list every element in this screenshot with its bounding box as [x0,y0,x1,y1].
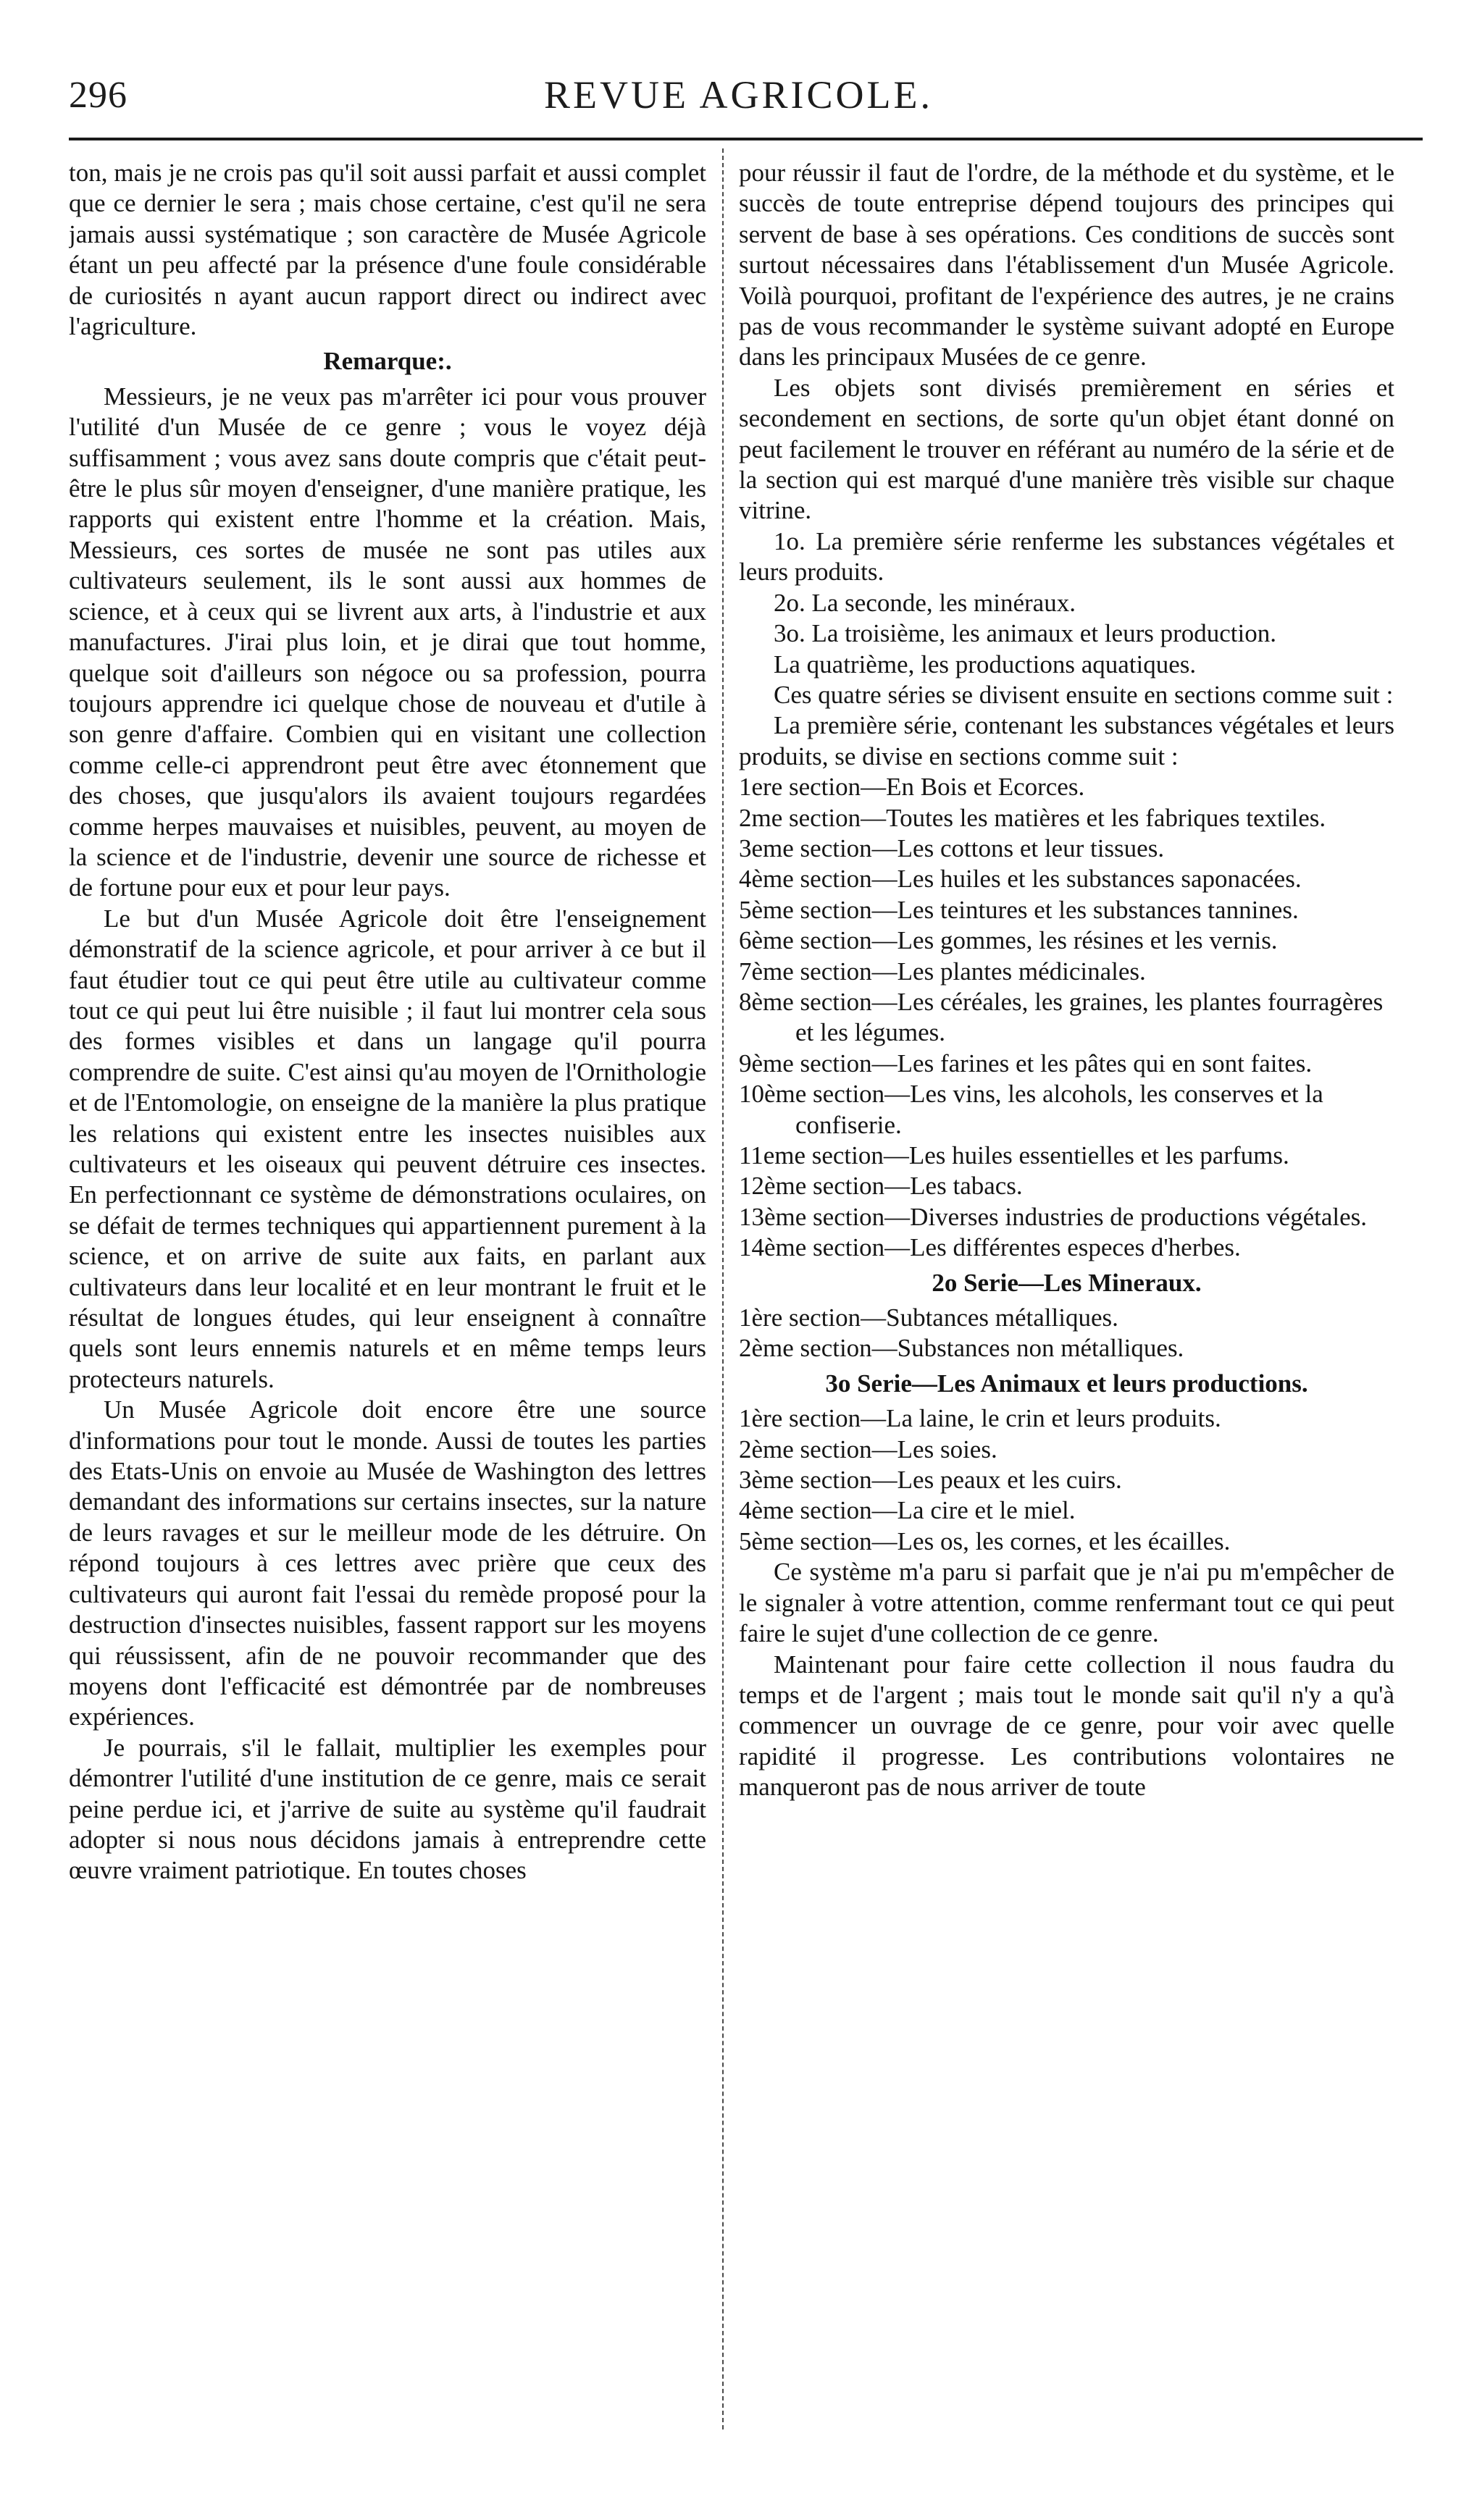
paragraph: Ce système m'a paru si parfait que je n'ai pu m'empêcher de le signaler à votre attention, comme renfermant tout ce qui peut faire le sujet d'une collection de ce genre. [739,1558,1394,1648]
list-item: 10ème section—Les vins, les alcohols, les conserves et la confiserie. [739,1080,1323,1139]
list-item: 3ème section—Les peaux et les cuirs. [739,1466,1122,1495]
numbered-item: 3o. La troisième, les animaux et leurs production. [774,619,1276,648]
page-header [69,67,1408,132]
series-2-list [739,1303,1394,1364]
paragraph: Maintenant pour faire cette collection il nous faudra du temps et de l'argent ; mais tout le monde sait qu'il n'y a qu'à commencer un ouvrage de ce genre, pour voir avec quelle rapidité il progresse. Les contributions volontaires ne manqueront pas de nous arriver de toute [739,1650,1394,1802]
list-item: 1ère section—Subtances métalliques. [739,1303,1118,1332]
paragraph: ton, mais je ne crois pas qu'il soit aussi parfait et aussi complet que ce dernier le sera ; mais chose certaine, c'est qu'il ne sera jamais aussi systématique ; son caractère de Musée Agricole étant un peu affecté par la présence d'une foule considérable de curiosités n ayant aucun rapport direct ou indirect avec l'agriculture. [69,159,706,341]
paragraph: Ces quatre séries se divisent ensuite en sections comme suit : [774,680,1394,709]
paragraph: Le but d'un Musée Agricole doit être l'enseignement démonstratif de la science agricole, et pour arriver à ce but il faut étudier tout ce qui peut être utile au cultivateur comme tout ce qui peut lui être nuisible ; il faut lui montrer cela sous des formes visibles et dans un langage qu'il pourra comprendre de suite. C'est ainsi qu'au moyen de l'Ornithologie et de l'Entomologie, on enseigne de la manière la plus pratique les relations qui existent entre les insectes nuisibles aux cultivateurs et les oiseaux qui peuvent détruire ces insectes. En perfectionnant ce système de démonstrations oculaires, on se défait de termes techniques qui appartiennent purement à la science, et on arrive de suite aux faits, en parlant aux cultivateurs dans leur localité et en leur montrant le fruit et le résultat de longues études, qui leur enseignent à connaître quels sont leurs ennemis naturels et en même temps leurs protecteurs naturels. [69,904,706,1393]
list-item: 1ère section—La laine, le crin et leurs produits. [739,1404,1221,1433]
list-item: 4ème section—Les huiles et les substances saponacées. [739,865,1302,894]
numbered-item: 1o. La première série renferme les substances végétales et leurs produits. [739,526,1394,587]
series-3-list [739,1403,1394,1557]
running-title: REVUE AGRICOLE. [544,73,933,117]
list-item: 2ème section—Substances non métalliques. [739,1334,1184,1363]
numbered-item: La quatrième, les productions aquatiques. [774,650,1197,679]
paragraph: Les objets sont divisés premièrement en séries et secondement en sections, de sorte qu'un objet étant donné on peut facilement le trouver en référant au numéro de la série et de la section qui est marqué d'une manière très visible sur chaque vitrine. [739,373,1394,525]
paragraph: Je pourrais, s'il le fallait, multiplier les exemples pour démontrer l'utilité d'une institution de ce genre, mais ce serait peine perdue ici, et j'arrive de suite au système qu'il faudrait adopter si nous nous décidons jamais à entreprendre cette œuvre vraiment patriotique. En toutes choses [69,1733,706,1885]
list-item: 1ere section—En Bois et Ecorces. [739,773,1085,802]
left-column [69,158,706,2439]
numbered-item: 2o. La seconde, les minéraux. [774,588,1076,617]
paragraph: La première série, contenant les substances végétales et leurs produits, se divise en sections comme suit : [739,711,1394,770]
paragraph: Messieurs, je ne veux pas m'arrêter ici pour vous prouver l'utilité d'un Musée de ce genre ; vous le voyez déjà suffisamment ; vous avez sans doute compris que c'était peut-être le plus sûr moyen d'enseigner, d'une manière pratique, les rapports qui existent entre l'homme et la création. Mais, Messieurs, ces sortes de musée ne sont pas utiles aux cultivateurs seulement, ils le sont aussi aux hommes de science, et à ceux qui se livrent aux arts, à l'industrie et aux manufactures. J'irai plus loin, et je dirai que tout homme, quelque soit d'ailleurs son négoce ou sa profession, pourra toujours apprendre ici quelque chose de nouveau et d'utile à son genre d'affaire. Combien qui en visitant une collection comme celle-ci apprendront peut être avec étonnement que des choses, que jusqu'alors ils avaient toujours regardées comme herpes mauvaises et nuisibles, peuvent, au moyen de la science et de l'industrie, devenir une source de richesse et de fortune pour eux et pour leur pays. [69,382,706,902]
list-item: 8ème section—Les céréales, les graines, les plantes fourragères et les légumes. [739,987,1384,1047]
list-item: 2me section—Toutes les matières et les fabriques textiles. [739,803,1326,832]
list-item: 13ème section—Diverses industries de productions végétales. [739,1202,1368,1231]
list-item: 14ème section—Les différentes especes d'herbes. [739,1233,1241,1262]
column-divider [722,148,724,2429]
list-item: 4ème section—La cire et le miel. [739,1496,1076,1525]
list-item: 7ème section—Les plantes médicinales. [739,957,1146,986]
right-column [739,158,1394,2439]
paragraph: pour réussir il faut de l'ordre, de la méthode et du système, et le succès de toute entreprise dépend toujours des principes qui servent de base à ses opérations. Ces conditions de succès sont surtout nécessaires dans l'établissement d'un Musée Agricole. Voilà pourquoi, profitant de l'expérience des autres, je ne crains pas de vous recommander le système suivant adopté en Europe dans les principaux Musées de ce genre. [739,159,1394,371]
list-item: 5ème section—Les teintures et les substances tannines. [739,895,1299,924]
section-heading: Remarque:. [323,347,452,376]
list-item: 2ème section—Les soies. [739,1435,997,1463]
list-item: 6ème section—Les gommes, les résines et les vernis. [739,926,1278,955]
series-3-heading: 3o Serie—Les Animaux et leurs productions. [825,1369,1308,1398]
paragraph: Un Musée Agricole doit encore être une source d'informations pour tout le monde. Aussi de toutes les parties des Etats-Unis on envoie au Musée de Washington des lettres demandant des informations sur certains insectes, sur la nature de leurs ravages et sur le meilleur mode de les détruire. On répond toujours à ces lettres avec prière que ceux des cultivateurs qui auront fait l'essai du remède proposé pour la destruction d'insectes nuisibles, fassent rapport sur les moyens qui réussissent, afin de ne pouvoir recommander que des moyens dont l'efficacité est démontrée par de nombreuses expériences. [69,1395,706,1731]
list-item: 5ème section—Les os, les cornes, et les écailles. [739,1526,1231,1555]
page-number: 296 [69,75,127,116]
header-rule [69,138,1423,140]
list-item: 3eme section—Les cottons et leur tissues. [739,833,1165,862]
list-item: 9ème section—Les farines et les pâtes qui en sont faites. [739,1049,1313,1078]
list-item: 12ème section—Les tabacs. [739,1172,1023,1201]
series-2-heading: 2o Serie—Les Mineraux. [932,1268,1202,1297]
series-1-list [739,772,1394,1264]
list-item: 11eme section—Les huiles essentielles et les parfums. [739,1141,1289,1169]
